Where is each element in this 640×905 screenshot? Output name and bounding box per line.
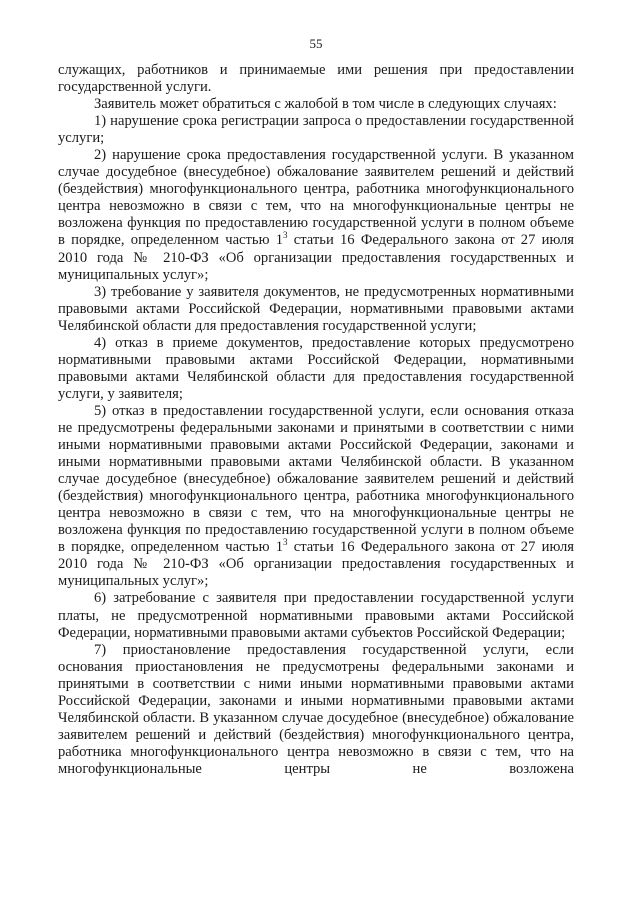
superscript-index: 3 — [283, 230, 288, 241]
list-item-7 — [58, 642, 574, 778]
paragraph-complaint-cases — [58, 96, 574, 113]
paragraph-intro-continuation — [58, 62, 574, 96]
list-item-5 — [58, 403, 574, 591]
list-item-3 — [58, 284, 574, 335]
paragraph-text: 3) требование у заявителя документов, не предусмотренных нормативными правовыми актами Российской Федерации, нормативными правовыми актами Челябинской области для предоставления государственной услуги; — [58, 283, 574, 334]
paragraph-text: служащих, работников и принимаемые ими решения при предоставлении государственной услуги. — [58, 62, 574, 96]
page-number: 55 — [309, 36, 323, 51]
paragraph-text: статьи 16 Федерального закона от 27 июля 2010 года № 210-ФЗ «Об организации предоставления государственных и муниципальных услуг»; — [58, 232, 574, 283]
paragraph-text: Заявитель может обратиться с жалобой в том числе в следующих случаях: — [94, 96, 557, 113]
document-body — [58, 62, 574, 778]
paragraph-text: 1) нарушение срока регистрации запроса о предоставлении государственной услуги; — [58, 113, 574, 147]
paragraph-text: статьи 16 Федерального закона от 27 июля 2010 года № 210-ФЗ «Об организации предоставления государственных и муниципальных услуг»; — [58, 539, 574, 590]
list-item-2 — [58, 147, 574, 283]
paragraph-text: 7) приостановление предоставления государственной услуги, если основания приостановления не предусмотрены федеральными законами и принятыми в соответствии с ними иными нормативными правовыми актами Российской Федерации, законами и иными нормативными правовыми актами Челябинской области. В указанном случае досудебное (внесудебное) обжалование заявителем решений и действий (бездействия) многофункционального центра, работника многофункционального центра невозможно в связи с тем, что на многофункциональные центры не возложена — [58, 641, 574, 777]
list-item-6 — [58, 590, 574, 641]
paragraph-text: 2) нарушение срока предоставления государственной услуги. В указанном случае досудебное (внесудебное) обжалование заявителем решений и действий (бездействия) многофункционального центра, работника многофункционального центра невозможно в связи с тем, что на многофункциональные центры не возложена функция по предоставлению государственной услуги в полном объеме в порядке, определенном частью 1 — [58, 147, 574, 249]
paragraph-text: 4) отказ в приеме документов, предоставление которых предусмотрено нормативными правовыми актами Российской Федерации, нормативными правовыми актами Челябинской области для предоставления государственной услуги, у заявителя; — [58, 334, 574, 402]
paragraph-text: 5) отказ в предоставлении государственной услуги, если основания отказа не предусмотрены федеральными законами и принятыми в соответствии с ними иными нормативными правовыми актами Российской Федерации, законами и иными нормативными правовыми актами Челябинской области. В указанном случае досудебное (внесудебное) обжалование заявителем решений и действий (бездействия) многофункционального центра, работника многофункционального центра невозможно в связи с тем, что на многофункциональные центры не возложена функция по предоставлению государственной услуги в полном объеме в порядке, определенном частью 1 — [58, 402, 574, 556]
paragraph-text: 6) затребование с заявителя при предоставлении государственной услуги платы, не предусмотренной нормативными правовыми актами Российской Федерации, нормативными правовыми актами субъектов Российской Федерации; — [58, 590, 574, 641]
superscript-index: 3 — [283, 537, 288, 548]
list-item-4 — [58, 335, 574, 403]
list-item-1 — [58, 113, 574, 147]
